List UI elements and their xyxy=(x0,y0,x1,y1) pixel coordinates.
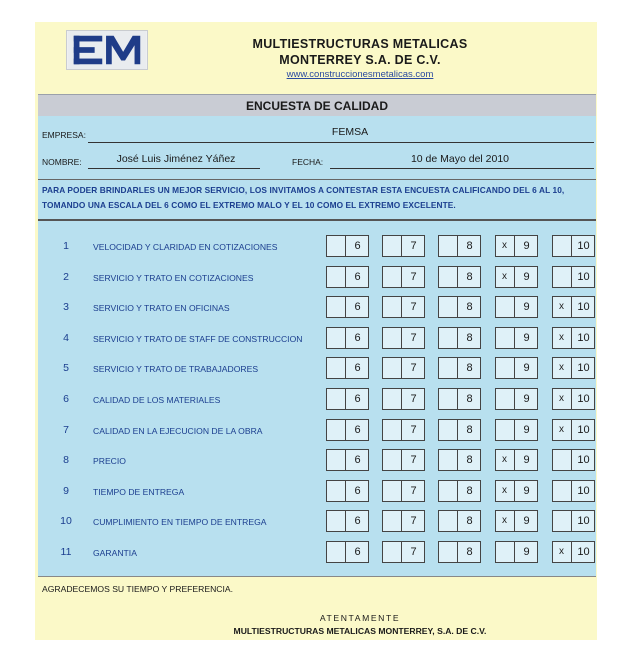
score-option-6[interactable] xyxy=(326,357,369,379)
company-name: MULTIESTRUCTURAS METALICAS xyxy=(252,37,468,51)
score-value: 9 xyxy=(514,358,538,378)
score-value: 6 xyxy=(345,328,369,348)
score-option-6[interactable] xyxy=(326,235,369,257)
question-text: SERVICIO Y TRATO EN OFICINAS xyxy=(93,303,230,314)
score-option-10[interactable] xyxy=(552,388,595,410)
score-option-9[interactable] xyxy=(495,510,538,532)
question-number: 8 xyxy=(63,454,69,467)
score-option-6[interactable] xyxy=(326,388,369,410)
company-suffix: MONTERREY S.A. DE C.V. xyxy=(279,53,441,67)
score-option-10[interactable] xyxy=(552,296,595,318)
score-value: 7 xyxy=(401,420,425,440)
score-value: 8 xyxy=(457,389,481,409)
question-text: PRECIO xyxy=(93,456,126,467)
instructions-line-1: PARA PODER BRINDARLES UN MEJOR SERVICIO, LOS INVITAMOS A CONTESTAR ESTA ENCUESTA CALIFICANDO DEL 6 AL 10, xyxy=(42,185,565,195)
question-number: 4 xyxy=(63,331,69,344)
selection-mark: x xyxy=(559,301,564,313)
question-number: 9 xyxy=(63,484,69,497)
score-option-9[interactable] xyxy=(495,388,538,410)
selection-mark: x xyxy=(559,362,564,374)
score-option-7[interactable] xyxy=(382,419,425,441)
score-value: 10 xyxy=(571,511,595,531)
score-option-9[interactable] xyxy=(495,235,538,257)
score-value: 6 xyxy=(345,389,369,409)
score-value: 8 xyxy=(457,267,481,287)
score-option-7[interactable] xyxy=(382,296,425,318)
score-option-6[interactable] xyxy=(326,541,369,563)
selection-mark: x xyxy=(559,393,564,404)
score-option-6[interactable] xyxy=(326,296,369,318)
score-value: 10 xyxy=(571,297,595,317)
score-value: 9 xyxy=(514,267,538,287)
score-option-10[interactable] xyxy=(552,266,595,288)
selection-mark: x xyxy=(559,546,564,557)
intro-bottom-divider xyxy=(38,219,596,221)
thanks-text: AGRADECEMOS SU TIEMPO Y PREFERENCIA. xyxy=(42,584,234,594)
selection-mark: x xyxy=(502,454,507,466)
score-value: 6 xyxy=(345,542,369,562)
score-value: 7 xyxy=(401,297,425,317)
score-value: 10 xyxy=(571,481,595,501)
score-value: 10 xyxy=(571,450,595,470)
title-band xyxy=(38,94,596,116)
selection-mark: x xyxy=(502,484,507,496)
score-value: 9 xyxy=(514,511,538,531)
score-option-8[interactable] xyxy=(438,480,481,502)
company-header xyxy=(190,36,530,82)
closing-signature: MULTIESTRUCTURAS METALICAS MONTERREY, S.A. DE C.V. xyxy=(233,626,487,636)
score-option-8[interactable] xyxy=(438,296,481,318)
score-value: 6 xyxy=(345,297,369,317)
question-text: VELOCIDAD Y CLARIDAD EN COTIZACIONES xyxy=(93,242,278,252)
score-value: 8 xyxy=(457,297,481,317)
score-option-8[interactable] xyxy=(438,510,481,532)
score-option-10[interactable] xyxy=(552,510,595,532)
footer-divider xyxy=(38,576,596,577)
company-website-link[interactable]: www.construccionesmetalicas.com xyxy=(286,69,434,80)
question-number: 1 xyxy=(63,240,69,252)
instructions xyxy=(42,183,598,213)
nombre-label: NOMBRE: xyxy=(42,157,82,167)
score-option-6[interactable] xyxy=(326,266,369,288)
question-number: 11 xyxy=(60,546,72,558)
score-option-7[interactable] xyxy=(382,388,425,410)
score-option-7[interactable] xyxy=(382,266,425,288)
score-value: 7 xyxy=(401,481,425,501)
score-value: 8 xyxy=(457,450,481,470)
company-logo xyxy=(66,30,148,70)
selection-mark: x xyxy=(502,515,507,527)
question-number: 3 xyxy=(63,301,69,314)
question-text: GARANTIA xyxy=(93,548,137,558)
score-value: 6 xyxy=(345,267,369,287)
score-option-6[interactable] xyxy=(326,510,369,532)
score-option-9[interactable] xyxy=(495,419,538,441)
empresa-value: FEMSA xyxy=(331,126,369,138)
intro-top-divider xyxy=(38,179,596,180)
question-number: 5 xyxy=(63,362,69,375)
score-value: 9 xyxy=(514,542,538,562)
score-option-9[interactable] xyxy=(495,327,538,349)
closing-atentamente: ATENTAMENTE xyxy=(319,613,401,623)
selection-mark: x xyxy=(559,423,564,435)
empresa-underline xyxy=(88,142,594,143)
score-option-6[interactable] xyxy=(326,480,369,502)
score-value: 7 xyxy=(401,450,425,470)
score-option-7[interactable] xyxy=(382,235,425,257)
score-option-7[interactable] xyxy=(382,327,425,349)
selection-mark: x xyxy=(559,331,564,343)
score-value: 9 xyxy=(514,297,538,317)
score-value: 7 xyxy=(401,511,425,531)
score-value: 6 xyxy=(345,358,369,378)
score-option-9[interactable] xyxy=(495,296,538,318)
nombre-underline xyxy=(88,168,260,169)
question-text: TIEMPO DE ENTREGA xyxy=(93,486,185,497)
score-value: 10 xyxy=(571,236,595,256)
score-option-8[interactable] xyxy=(438,235,481,257)
score-value: 10 xyxy=(571,328,595,348)
question-number: 6 xyxy=(63,393,69,405)
score-value: 10 xyxy=(571,542,595,562)
score-value: 8 xyxy=(457,481,481,501)
score-value: 9 xyxy=(514,389,538,409)
fecha-underline xyxy=(330,168,594,169)
score-option-9[interactable] xyxy=(495,266,538,288)
score-value: 7 xyxy=(401,542,425,562)
empresa-label: EMPRESA: xyxy=(42,130,86,140)
score-value: 6 xyxy=(345,511,369,531)
question-number: 10 xyxy=(60,515,72,528)
score-value: 7 xyxy=(401,267,425,287)
score-option-10[interactable] xyxy=(552,480,595,502)
selection-mark: x xyxy=(502,270,507,282)
score-value: 9 xyxy=(514,236,538,256)
score-option-10[interactable] xyxy=(552,357,595,379)
score-option-6[interactable] xyxy=(326,419,369,441)
score-value: 8 xyxy=(457,420,481,440)
score-option-9[interactable] xyxy=(495,449,538,471)
score-value: 10 xyxy=(571,267,595,287)
score-option-10[interactable] xyxy=(552,327,595,349)
score-value: 9 xyxy=(514,420,538,440)
score-value: 7 xyxy=(401,236,425,256)
score-value: 8 xyxy=(457,511,481,531)
question-text: SERVICIO Y TRATO EN COTIZACIONES xyxy=(93,272,254,283)
question-text: CALIDAD EN LA EJECUCION DE LA OBRA xyxy=(93,425,263,436)
score-option-10[interactable] xyxy=(552,419,595,441)
fecha-value: 10 de Mayo del 2010 xyxy=(410,153,510,165)
score-value: 6 xyxy=(345,236,369,256)
score-option-10[interactable] xyxy=(552,541,595,563)
score-value: 9 xyxy=(514,450,538,470)
score-value: 10 xyxy=(571,358,595,378)
score-option-8[interactable] xyxy=(438,266,481,288)
score-value: 8 xyxy=(457,328,481,348)
selection-mark: x xyxy=(502,240,507,251)
score-value: 10 xyxy=(571,420,595,440)
score-value: 8 xyxy=(457,358,481,378)
score-value: 10 xyxy=(571,389,595,409)
score-value: 6 xyxy=(345,420,369,440)
score-option-9[interactable] xyxy=(495,480,538,502)
score-option-7[interactable] xyxy=(382,357,425,379)
score-option-8[interactable] xyxy=(438,357,481,379)
fecha-label: FECHA: xyxy=(292,157,324,167)
question-text: CALIDAD DE LOS MATERIALES xyxy=(93,395,221,405)
score-option-8[interactable] xyxy=(438,541,481,563)
score-option-7[interactable] xyxy=(382,541,425,563)
score-option-8[interactable] xyxy=(438,388,481,410)
question-text: CUMPLIMIENTO EN TIEMPO DE ENTREGA xyxy=(93,517,267,528)
question-text: SERVICIO Y TRATO DE STAFF DE CONSTRUCCION xyxy=(93,333,303,344)
score-option-10[interactable] xyxy=(552,235,595,257)
score-option-7[interactable] xyxy=(382,510,425,532)
score-value: 6 xyxy=(345,481,369,501)
score-value: 6 xyxy=(345,450,369,470)
score-option-8[interactable] xyxy=(438,449,481,471)
score-option-6[interactable] xyxy=(326,449,369,471)
question-number: 2 xyxy=(63,270,69,283)
score-option-8[interactable] xyxy=(438,419,481,441)
score-value: 9 xyxy=(514,328,538,348)
score-value: 7 xyxy=(401,328,425,348)
question-number: 7 xyxy=(63,423,69,436)
score-option-7[interactable] xyxy=(382,480,425,502)
survey-title: ENCUESTA DE CALIDAD xyxy=(245,99,388,113)
nombre-value: José Luis Jiménez Yáñez xyxy=(116,153,236,165)
score-option-6[interactable] xyxy=(326,327,369,349)
score-option-7[interactable] xyxy=(382,449,425,471)
score-value: 9 xyxy=(514,481,538,501)
score-value: 8 xyxy=(457,542,481,562)
instructions-line-2: TOMANDO UNA ESCALA DEL 6 COMO EL EXTREMO MALO Y EL 10 COMO EL EXTREMO EXCELENTE. xyxy=(42,200,456,210)
question-text: SERVICIO Y TRATO DE TRABAJADORES xyxy=(93,364,259,375)
score-value: 7 xyxy=(401,358,425,378)
score-value: 8 xyxy=(457,236,481,256)
score-value: 7 xyxy=(401,389,425,409)
score-option-9[interactable] xyxy=(495,357,538,379)
score-option-8[interactable] xyxy=(438,327,481,349)
score-option-10[interactable] xyxy=(552,449,595,471)
score-option-9[interactable] xyxy=(495,541,538,563)
